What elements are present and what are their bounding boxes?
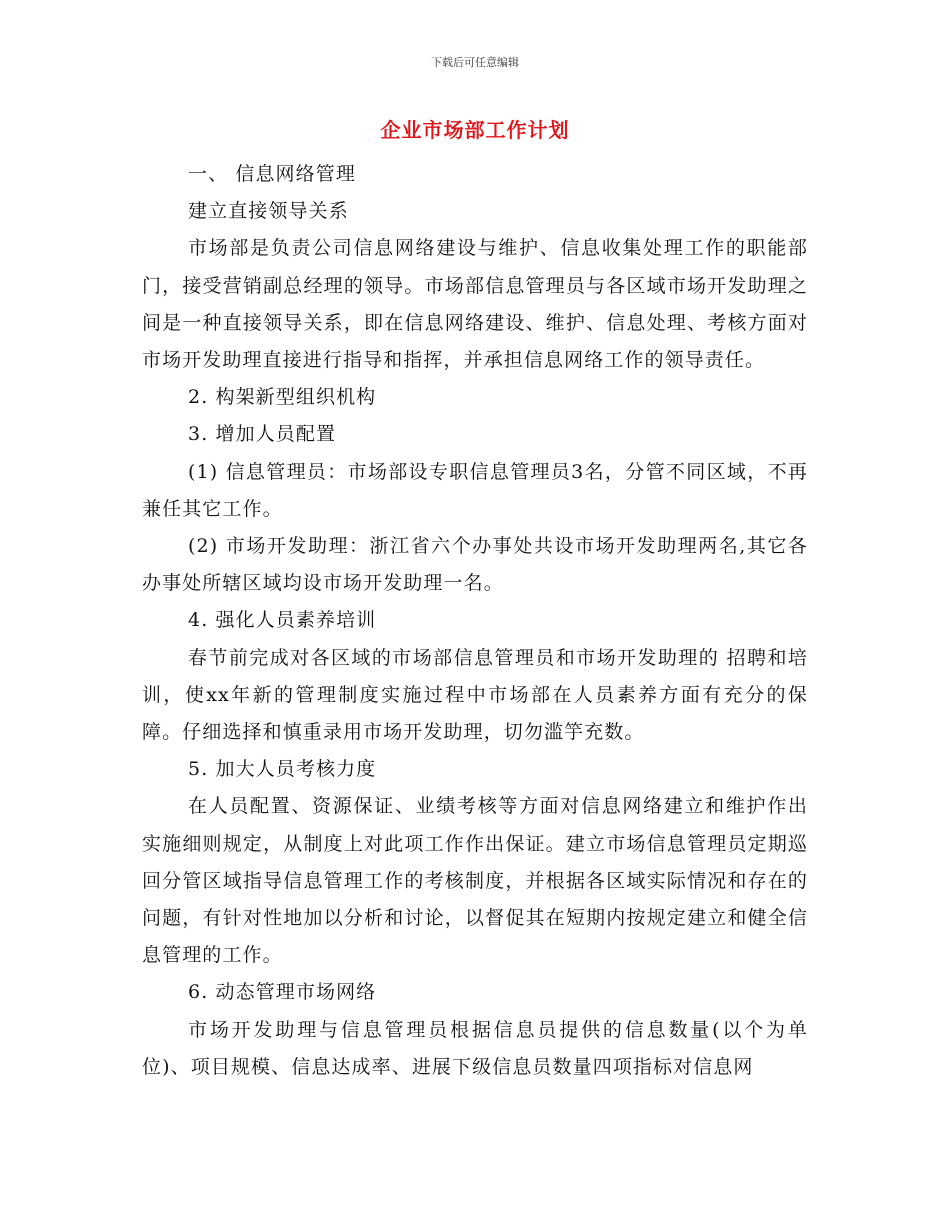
paragraph: (2) 市场开发助理：浙江省六个办事处共设市场开发助理两名,其它各办事处所辖区域均设市场开发助理一名。	[142, 535, 808, 595]
subsection-heading: 2. 构架新型组织机构	[188, 386, 377, 409]
paragraph: (1) 信息管理员：市场部设专职信息管理员3名，分管不同区域，不再兼任其它工作。	[142, 460, 808, 520]
paragraph: 春节前完成对各区域的市场部信息管理员和市场开发助理的 招聘和培训，使xx年新的管理制度实施过程中市场部在人员素养方面有充分的保障。仔细选择和慎重录用市场开发助理，切勿滥竽充数。	[142, 646, 808, 744]
header-note: 下载后可任意编辑	[431, 56, 519, 69]
paragraph: 市场部是负责公司信息网络建设与维护、信息收集处理工作的职能部门，接受营销副总经理的领导。市场部信息管理员与各区域市场开发助理之间是一种直接领导关系，即在信息网络建设、维护、信息处理、考核方面对市场开发助理直接进行指导和指挥，并承担信息网络工作的领导责任。	[142, 237, 808, 372]
paragraph: 在人员配置、资源保证、业绩考核等方面对信息网络建立和维护作出实施细则规定，从制度上对此项工作作出保证。建立市场信息管理员定期巡回分管区域指导信息管理工作的考核制度，并根据各区域实际情况和存在的问题，有针对性地加以分析和讨论，以督促其在短期内按规定建立和健全信息管理的工作。	[142, 795, 808, 967]
document-body	[142, 156, 808, 1086]
document-title: 企业市场部工作计划	[380, 118, 570, 142]
section-heading: 一、 信息网络管理	[188, 163, 356, 185]
subsection-heading: 建立直接领导关系	[188, 200, 349, 223]
paragraph: 市场开发助理与信息管理员根据信息员提供的信息数量(以个为单位)、项目规模、信息达成率、进展下级信息员数量四项指标对信息网	[142, 1018, 808, 1078]
subsection-heading: 5. 加大人员考核力度	[188, 758, 377, 781]
subsection-heading: 6. 动态管理市场网络	[188, 981, 377, 1004]
subsection-heading: 4. 强化人员素养培训	[188, 609, 377, 632]
subsection-heading: 3. 增加人员配置	[188, 423, 337, 446]
